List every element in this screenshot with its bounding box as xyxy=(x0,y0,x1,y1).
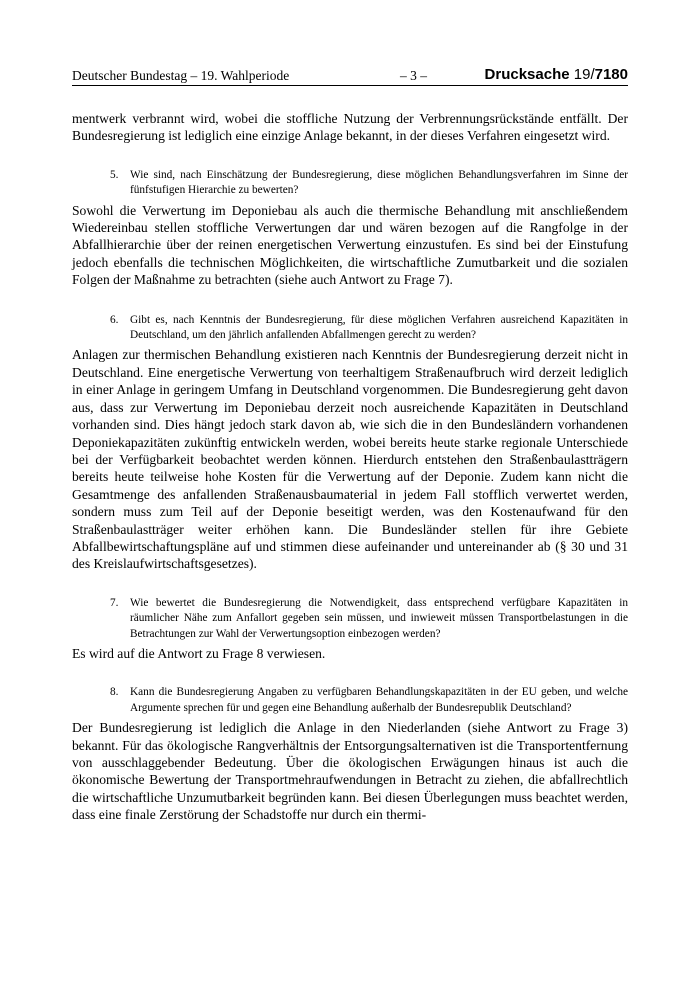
header-parliament: Deutscher Bundestag – 19. Wahlperiode xyxy=(72,68,290,83)
page-header xyxy=(72,66,628,90)
question-number: 6. xyxy=(110,313,119,326)
question-5 xyxy=(110,168,628,199)
answer-6: Anlagen zur thermischen Behandlung existieren nach Kenntnis der Bundesregierung derzeit nicht in Deutschland. Eine energetische Verwertung von teerhaltigem Straßenaufbruch wird derzeit lediglich in einer Anlage in geringem Umfang in Deutschland vorgenommen. Die Bundesregierung geht davon aus, dass zur Verwertung im Deponiebau derzeit noch ausreichende Kapazitäten in Deutschland vorhanden sind. Dies hängt jedoch stark davon ab, wie sich die in den Bundesländern vorhandenen Deponiekapazitäten zukünftig entwickeln werden, wobei bereits heute starke regionale Unterschiede bei der Verfügbarkeit beobachtet werden können. Hierdurch entstehen den Straßenbaulastträgern bereits heute teilweise hohe Kosten für die Verwertung auf der Deponie. Zudem kann nicht die Gesamtmenge des anfallenden Straßenausbaumaterial in jedem Fall stofflich verwertet werden, sondern muss zum Teil auf der Deponie beseitigt werden, was den Kostenaufwand für den Straßenbaulastträger weiter erhöhen kann. Die Bundesländer stellen für ihre Gebiete Abfallbewirtschaftungspläne auf und stimmen diese aufeinander und untereinander ab (§ 30 und 31 des Kreislaufwirtschaftsgesetzes). xyxy=(72,347,628,572)
question-text: Gibt es, nach Kenntnis der Bundesregierung, für diese möglichen Verfahren ausreichend Kapazitäten in Deutschland, um den jährlich anfallenden Abfallmengen gerecht zu werden? xyxy=(130,313,628,342)
answer-8: Der Bundesregierung ist lediglich die Anlage in den Niederlanden (siehe Antwort zu Frage 3) bekannt. Für das ökologische Rangverhältnis der Entsorgungsalternativen ist die Transportentfernung von ausschlaggebender Bedeutung. Über die ökologischen Erwägungen hinaus ist auch die ökonomische Bewertung der Transportmehraufwendungen in Betracht zu ziehen, die abfallrechtlich die wirtschaftliche Unzumutbarkeit begründen kann. Bei diesen Überlegungen muss beachtet werden, dass eine finale Zerstörung der Schadstoffe nur durch ein thermi- xyxy=(72,720,628,823)
header-document-id xyxy=(485,66,628,83)
question-text: Wie bewertet die Bundesregierung die Notwendigkeit, dass entsprechend verfügbare Kapazitäten in räumlicher Nähe zum Anfallort gegeben sein müssen, und inwieweit müssen Transportbelastungen in die Betrachtungen zur Wahl der Verwertungsoption einbezogen werden? xyxy=(130,596,628,640)
question-number: 5. xyxy=(110,168,119,181)
question-8 xyxy=(110,685,628,716)
question-text: Wie sind, nach Einschätzung der Bundesregierung, diese möglichen Behandlungsverfahren im Sinne der fünfstufigen Hierarchie zu bewerten? xyxy=(130,168,628,197)
question-text: Kann die Bundesregierung Angaben zu verfügbaren Behandlungskapazitäten in der EU geben, und welche Argumente sprechen für und gegen eine Behandlung außerhalb der Bundesrepublik Deutschland? xyxy=(130,686,628,714)
paragraph-continuation: mentwerk verbrannt wird, wobei die stoffliche Nutzung der Verbrennungsrückstände entfällt. Der Bundesregierung ist lediglich eine einzige Anlage bekannt, in der dieses Verfahren eingesetzt wird. xyxy=(72,111,628,144)
header-rule xyxy=(72,85,628,86)
question-number: 7. xyxy=(110,596,119,609)
answer-5: Sowohl die Verwertung im Deponiebau als auch die thermische Behandlung mit anschließendem Wiedereinbau stellen stoffliche Verwertungen dar und wären bezogen auf die Rangfolge in der Abfallhierarchie über der reinen energetischen Verwertung einzustufen. Es sind bei der Einstufung jedoch ebenfalls die technischen Möglichkeiten, die wirtschaftliche Zumutbarkeit und die sozialen Folgen der Maßnahme zu betrachten (siehe auch Antwort zu Frage 7). xyxy=(72,202,628,288)
document-body xyxy=(72,110,628,824)
question-7 xyxy=(110,596,628,642)
header-document-number: 7180 xyxy=(594,66,628,83)
header-page-number: – 3 – xyxy=(400,68,427,83)
header-document-label: Drucksache xyxy=(484,66,570,83)
question-6 xyxy=(110,313,628,344)
answer-7: Es wird auf die Antwort zu Frage 8 verwiesen. xyxy=(72,645,326,661)
header-document-prefix: 19/ xyxy=(573,66,595,83)
question-number: 8. xyxy=(110,686,119,699)
